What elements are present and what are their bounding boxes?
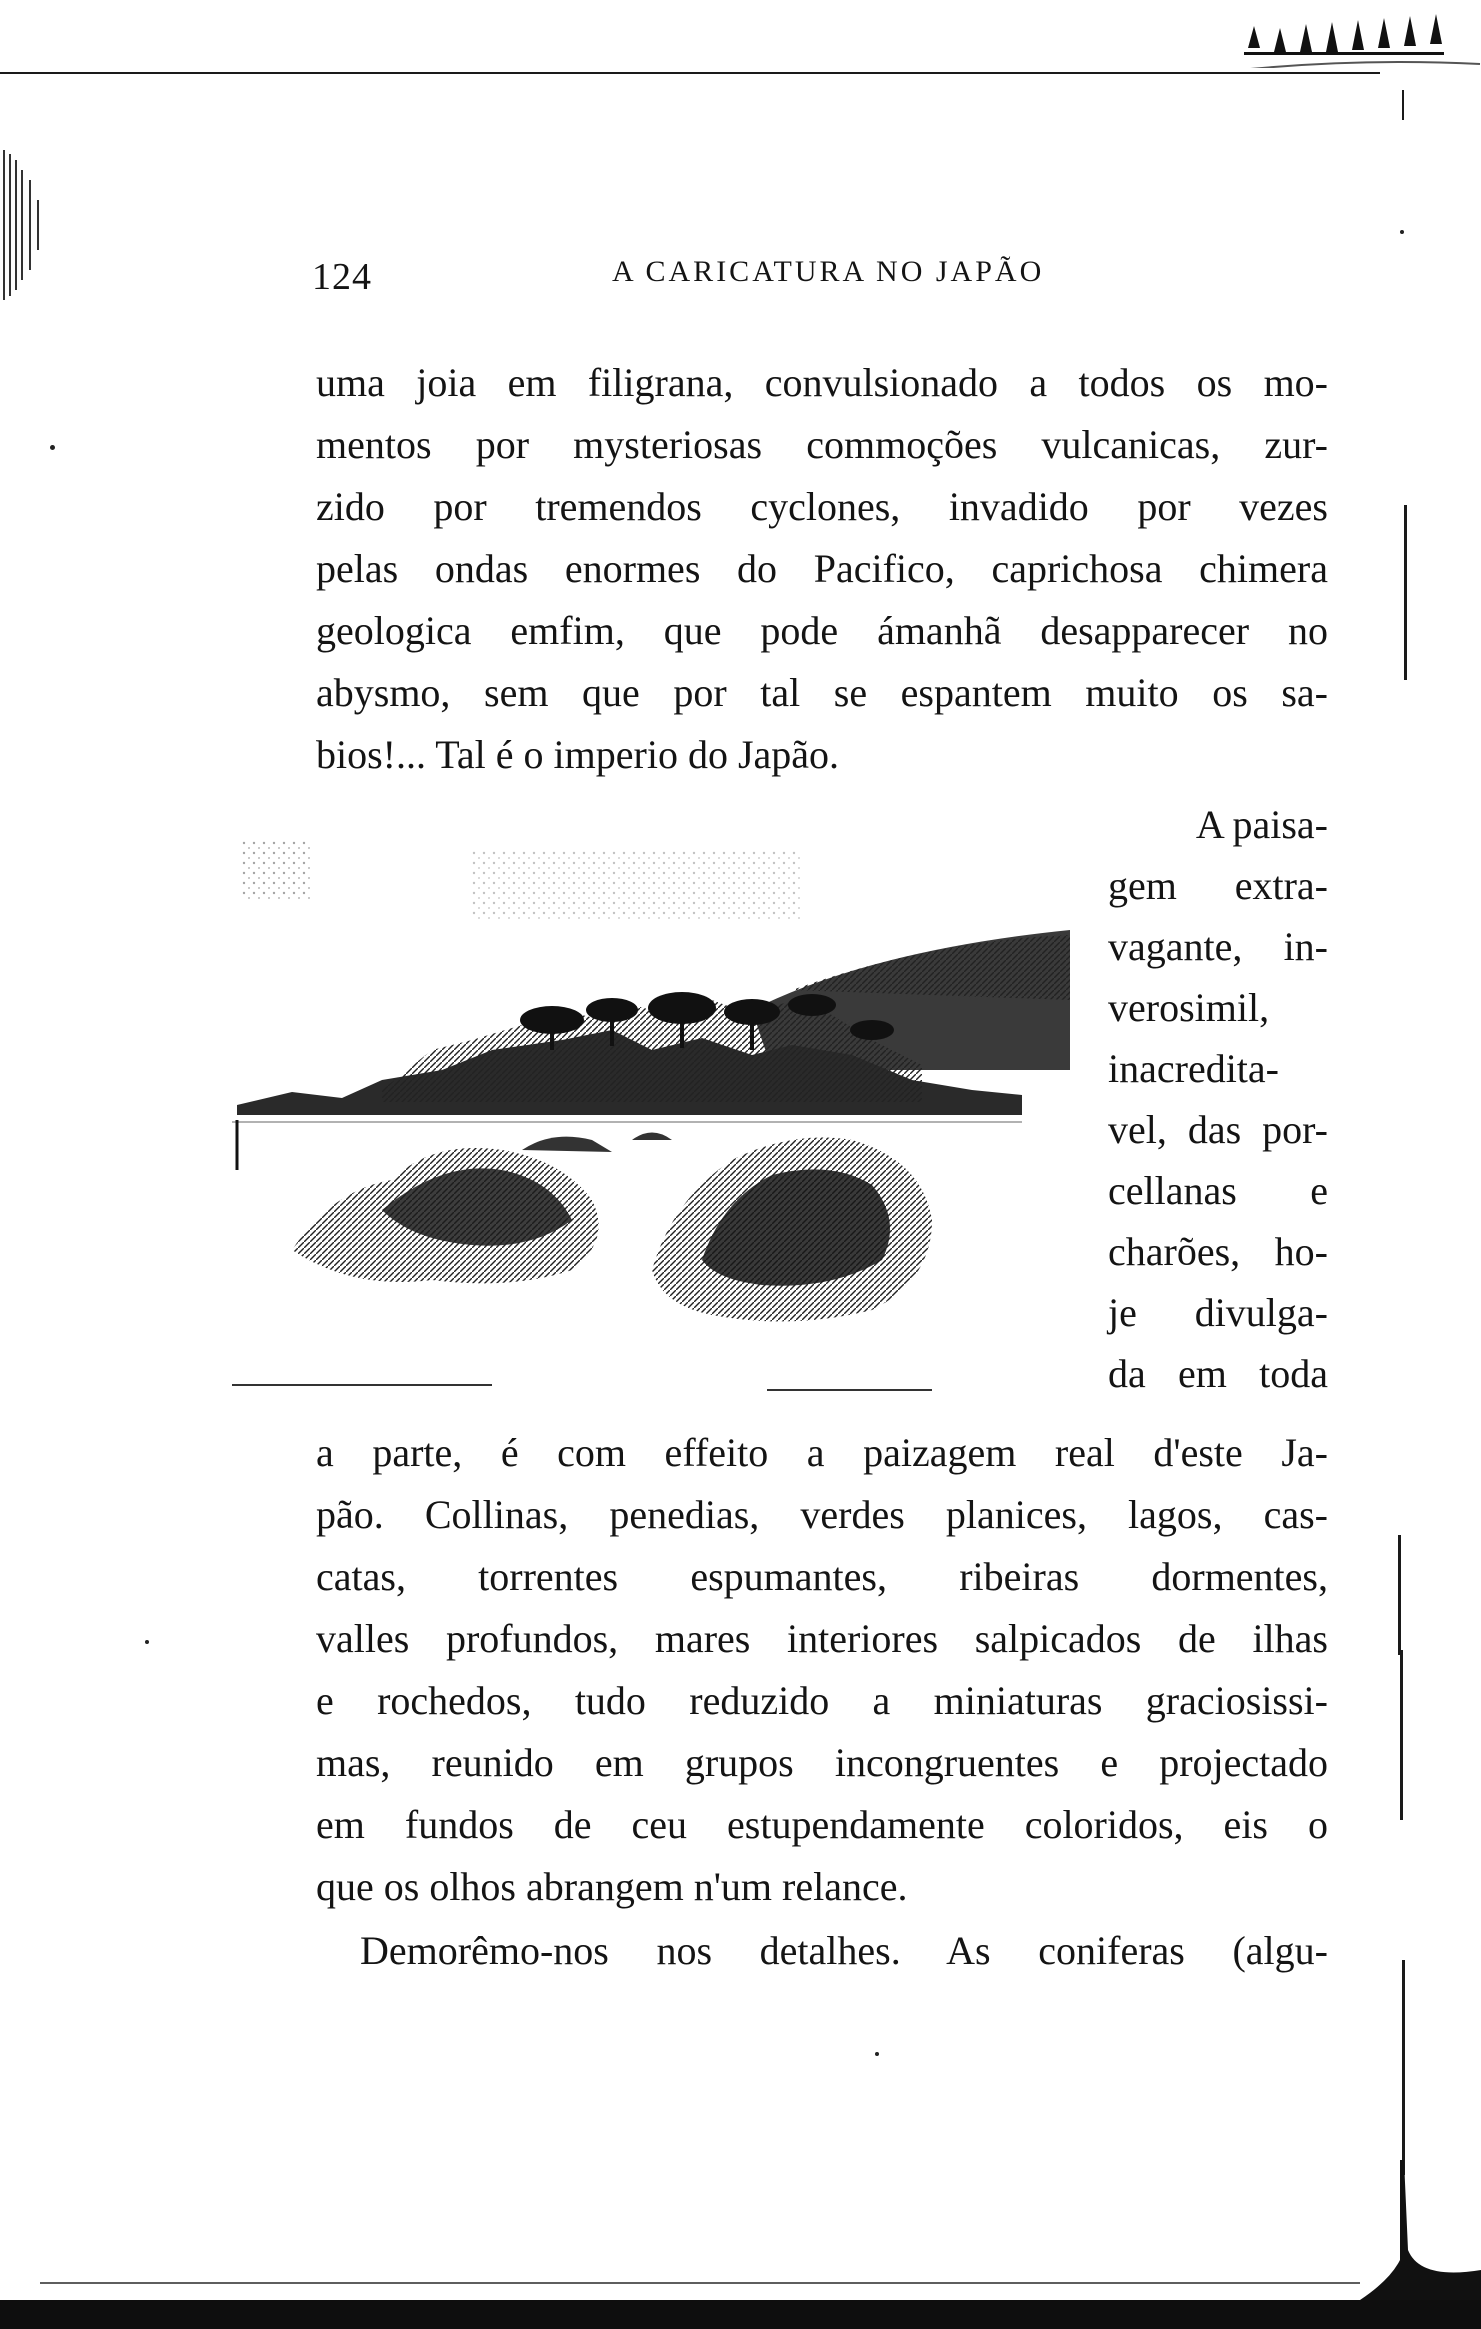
text-line: a parte, é com effeito a paizagem real d'este Ja- [316, 1430, 1328, 1475]
text-line-narrow: inacredita- [1108, 1046, 1279, 1091]
text-line: zido por tremendos cyclones, invadido por vezes [316, 484, 1328, 529]
top-rule [0, 72, 1380, 74]
text-line-narrow: A paisa- [1195, 802, 1328, 847]
right-edge-mark-5 [1402, 1960, 1405, 2175]
text-line-narrow: gem extra- [1108, 863, 1328, 908]
speck [50, 445, 55, 450]
right-edge-mark-3 [1398, 1535, 1401, 1655]
text-line: bios!... Tal é o imperio do Japão. [316, 732, 840, 777]
speck [1400, 230, 1404, 234]
left-binding-marks [0, 150, 48, 300]
text-line-narrow: je divulga- [1108, 1290, 1328, 1335]
text-line-narrow: vel, das por- [1108, 1107, 1328, 1152]
text-line: que os olhos abrangem n'um relance. [316, 1864, 908, 1909]
running-head: A CARICATURA NO JAPÃO [612, 255, 1045, 288]
text-line: e rochedos, tudo reduzido a miniaturas graciosissi- [316, 1678, 1328, 1723]
top-right-ornament [1240, 8, 1481, 68]
right-edge-mark-4 [1400, 1650, 1403, 1820]
right-edge-mark-1 [1402, 90, 1404, 120]
text-line: valles profundos, mares interiores salpicados de ilhas [316, 1616, 1328, 1661]
text-line: pelas ondas enormes do Pacifico, caprichosa chimera [316, 546, 1328, 591]
text-line-narrow: da em toda [1108, 1351, 1328, 1396]
text-line: uma joia em filigrana, convulsionado a todos os mo- [316, 360, 1328, 405]
text-line-narrow: verosimil, [1108, 985, 1270, 1030]
bottom-scan-band [0, 2300, 1481, 2329]
right-edge-mark-2 [1404, 505, 1407, 680]
speck [145, 1640, 149, 1644]
text-line: catas, torrentes espumantes, ribeiras dormentes, [316, 1554, 1328, 1599]
text-line-narrow: cellanas e [1108, 1168, 1328, 1213]
text-line: Demorêmo-nos nos detalhes. As coniferas (algu- [360, 1928, 1328, 1973]
text-line: pão. Collinas, penedias, verdes planices, lagos, cas- [316, 1492, 1328, 1537]
text-line: abysmo, sem que por tal se espantem muito os sa- [316, 670, 1328, 715]
text-line: geologica emfim, que pode ámanhã desapparecer no [316, 608, 1328, 653]
page-number: 124 [312, 256, 372, 298]
bottom-thin-rule [40, 2282, 1360, 2284]
text-line-narrow: vagante, in- [1108, 924, 1328, 969]
speck [875, 2052, 879, 2056]
text-line: mas, reunido em grupos incongruentes e projectado [316, 1740, 1328, 1785]
text-line: em fundos de ceu estupendamente coloridos, eis o [316, 1802, 1328, 1847]
text-line: mentos por mysteriosas commoções vulcanicas, zur- [316, 422, 1328, 467]
bottom-right-blot [1360, 2160, 1481, 2300]
landscape-illustration [232, 840, 1070, 1395]
text-line-narrow: charões, ho- [1108, 1229, 1328, 1274]
